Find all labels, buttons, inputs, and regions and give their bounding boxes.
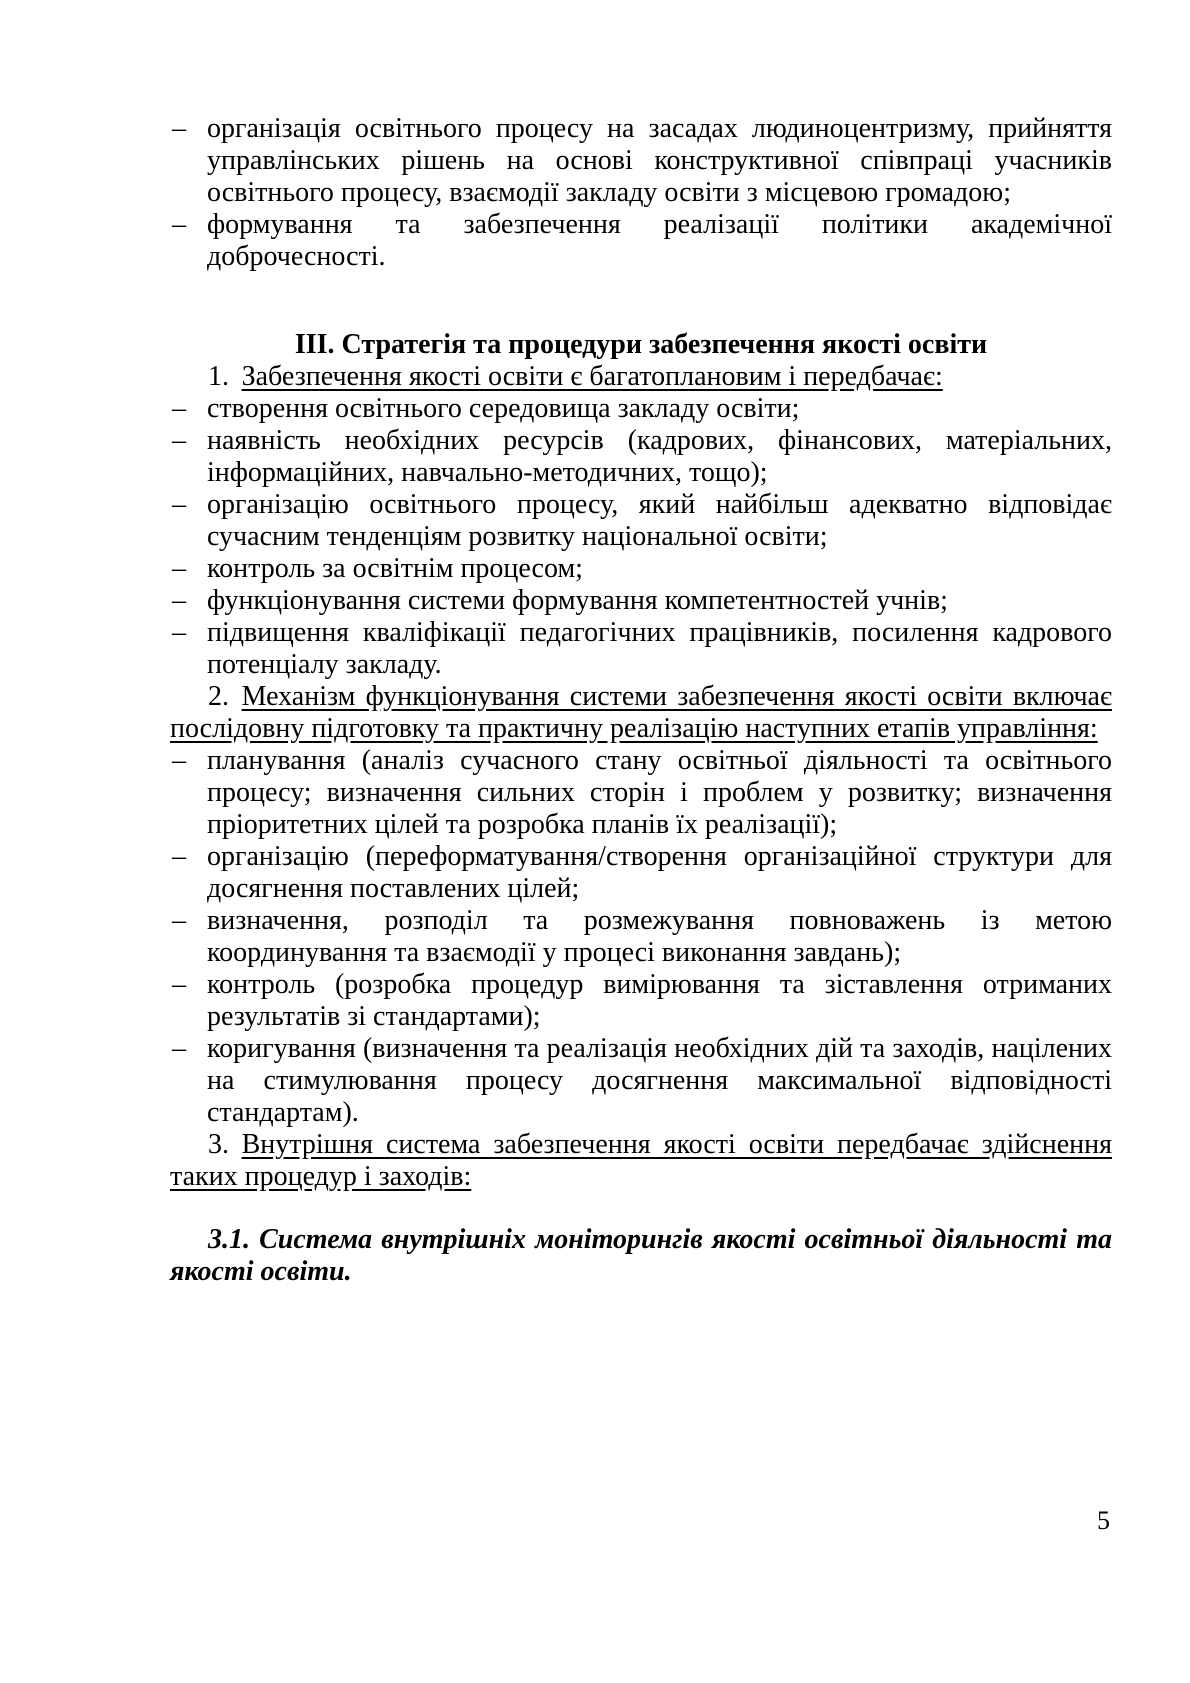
clause-1-number: 1. [208,361,229,392]
dash-marker-icon: – [172,113,186,144]
list-item [170,585,1112,617]
dash-marker-icon: – [172,425,186,456]
list-item-text: підвищення кваліфікації педагогічних працівників, посилення кадрового потенціалу закладу. [207,617,1112,680]
clause-3-text: Внутрішня система забезпечення якості освіти передбачає здійснення таких процедур і заходів: [170,1129,1112,1192]
list-item [170,393,1112,425]
dash-marker-icon: – [172,905,186,936]
list-item-text: контроль (розробка процедур вимірювання та зіставлення отриманих результатів зі стандартами); [207,969,1112,1032]
dash-marker-icon: – [172,745,186,776]
list-item [170,969,1112,1033]
list-item-text: наявність необхідних ресурсів (кадрових, фінансових, матеріальних, інформаційних, навчально-методичних, тощо); [207,425,1112,488]
page-number: 5 [1097,1506,1110,1535]
list-item-text: планування (аналіз сучасного стану освітньої діяльності та освітнього процесу; визначення сильних сторін і проблем у розвитку; визначення пріоритетних цілей та розробка планів їх реалізації); [207,745,1112,840]
clause-1-bullet-list [170,393,1112,681]
dash-marker-icon: – [172,553,186,584]
list-item-text: організацію освітнього процесу, який найбільш адекватно відповідає сучасним тенденціям розвитку національної освіти; [207,489,1112,552]
clause-2-paragraph [170,681,1112,745]
intro-bullet-list [170,113,1112,273]
clause-1-paragraph [170,361,1112,393]
clause-3-paragraph [170,1129,1112,1193]
list-item-text: створення освітнього середовища закладу освіти; [207,393,800,424]
list-item [170,553,1112,585]
section-heading: ІІІ. Стратегія та процедури забезпечення якості освіти [294,329,988,360]
list-item [170,209,1112,273]
clause-2-bullet-list [170,745,1112,1129]
list-item [170,113,1112,209]
list-item-text: організацію (переформатування/створення організаційної структури для досягнення поставлених цілей; [207,841,1112,904]
clause-1-text: Забезпечення якості освіти є багатоплановим і передбачає: [241,361,943,392]
subsection-3-1-heading: 3.1. Система внутрішніх моніторингів якості освітньої діяльності та якості освіти. [170,1224,1112,1287]
list-item-text: організація освітнього процесу на засадах людиноцентризму, прийняття управлінських рішень на основі конструктивної співпраці учасників освітнього процесу, взаємодії закладу освіти з місцевою громадою; [207,113,1112,208]
list-item [170,1033,1112,1129]
dash-marker-icon: – [172,617,186,648]
dash-marker-icon: – [172,489,186,520]
list-item-text: функціонування системи формування компетентностей учнів; [207,585,948,616]
list-item [170,841,1112,905]
dash-marker-icon: – [172,209,186,240]
dash-marker-icon: – [172,969,186,1000]
clause-2-text: Механізм функціонування системи забезпечення якості освіти включає послідовну підготовку та практичну реалізацію наступних етапів управління: [170,681,1112,744]
list-item [170,745,1112,841]
list-item [170,617,1112,681]
list-item-text: коригування (визначення та реалізація необхідних дій та заходів, націлених на стимулювання процесу досягнення максимальної відповідності стандартам). [207,1033,1112,1128]
list-item [170,905,1112,969]
dash-marker-icon: – [172,585,186,616]
list-item [170,425,1112,489]
list-item-text: формування та забезпечення реалізації політики академічної доброчесності. [207,209,1112,272]
list-item-text: визначення, розподіл та розмежування повноважень із метою координування та взаємодії у процесі виконання завдань); [207,905,1112,968]
list-item-text: контроль за освітнім процесом; [207,553,583,584]
dash-marker-icon: – [172,393,186,424]
dash-marker-icon: – [172,1033,186,1064]
clause-2-number: 2. [208,681,229,712]
clause-3-number: 3. [208,1129,229,1160]
dash-marker-icon: – [172,841,186,872]
list-item [170,489,1112,553]
